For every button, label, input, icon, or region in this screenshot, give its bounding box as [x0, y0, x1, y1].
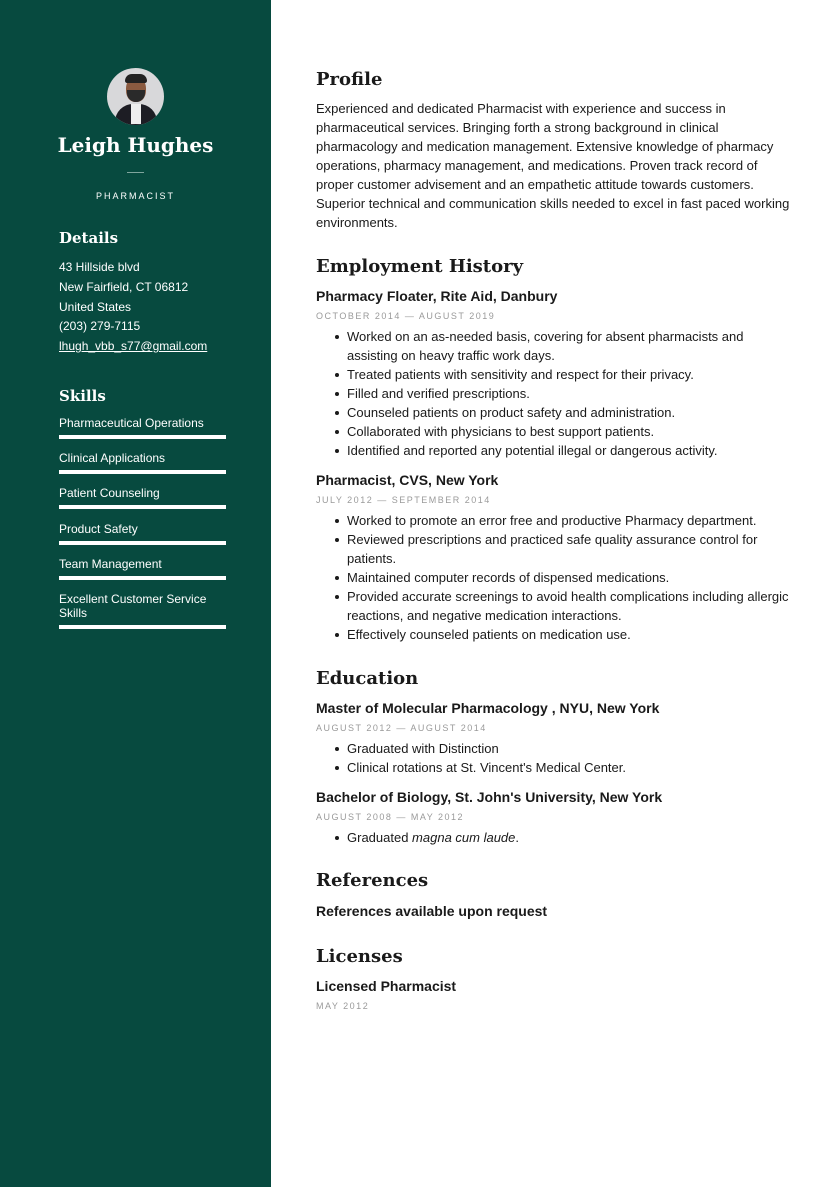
profile-heading: Profile [316, 69, 383, 90]
bullet-emphasis: magna cum laude [412, 830, 516, 845]
bullet: Filled and verified prescriptions. [347, 384, 792, 403]
skill-item [59, 486, 226, 521]
bullet-text: . [515, 830, 520, 845]
skill-label: Product Safety [59, 521, 138, 536]
bullet: Maintained computer records of dispensed medications. [347, 568, 792, 587]
bullet: Effectively counseled patients on medication use. [347, 625, 792, 644]
skill-level-bar [59, 470, 226, 474]
skill-level-bar [59, 435, 226, 439]
candidate-name: Leigh Hughes [57, 133, 214, 157]
degree-title: Bachelor of Biology, St. John's University, New York [316, 789, 663, 805]
bullet: Collaborated with physicians to best support patients. [347, 422, 792, 441]
skill-label: Team Management [59, 556, 162, 571]
references-text: References available upon request [316, 903, 548, 919]
job-bullets [347, 327, 792, 460]
profile-text: Experienced and dedicated Pharmacist with experience and success in pharmaceutical services. Bringing forth a strong background in clinical pharmacology and medication management. Extensive knowledge of pharmacy operations, pharmacy management, and medications. Proven track record of proper customer advisement and an empathetic attitude towards customers. Superior technical and communication skills needed to excel in fast paced working environments. [316, 101, 790, 230]
phone: (203) 279-7115 [59, 319, 141, 334]
skill-item [59, 592, 226, 627]
licenses-heading: Licenses [316, 946, 403, 967]
skills-list [59, 416, 226, 627]
skill-label: Excellent Customer Service Skills [59, 591, 207, 620]
license-dates: MAY 2012 [316, 1001, 370, 1011]
details-list [59, 258, 207, 357]
job-title: Pharmacist, CVS, New York [316, 472, 499, 488]
bullet: Reviewed prescriptions and practiced safe quality assurance control for patients. [347, 530, 792, 568]
bullet: Clinical rotations at St. Vincent's Medical Center. [347, 758, 792, 777]
details-heading: Details [59, 229, 119, 247]
skill-label: Clinical Applications [59, 451, 166, 466]
job-role: PHARMACIST [95, 191, 175, 201]
employment-heading: Employment History [316, 256, 524, 277]
references-heading: References [316, 870, 429, 891]
skill-level-bar [59, 541, 226, 545]
address-line-1: 43 Hillside blvd [59, 260, 140, 274]
degree-dates: AUGUST 2008 — MAY 2012 [316, 812, 465, 822]
skill-level-bar [59, 505, 226, 509]
degree-bullets [347, 828, 792, 847]
skill-label: Patient Counseling [59, 486, 160, 501]
bullet: Treated patients with sensitivity and respect for their privacy. [347, 365, 792, 384]
divider [127, 172, 144, 173]
bullet: Graduated with Distinction [347, 739, 792, 758]
skill-item [59, 416, 226, 451]
degree-dates: AUGUST 2012 — AUGUST 2014 [316, 723, 487, 733]
education-heading: Education [316, 668, 419, 689]
skill-label: Pharmaceutical Operations [59, 416, 204, 430]
address-line-2: New Fairfield, CT 06812 [59, 279, 189, 294]
skill-level-bar [59, 625, 226, 629]
skill-item [59, 557, 226, 592]
country: United States [59, 299, 132, 314]
avatar [107, 68, 164, 125]
skill-level-bar [59, 576, 226, 580]
job-dates: JULY 2012 — SEPTEMBER 2014 [316, 495, 491, 505]
bullet: Worked to promote an error free and productive Pharmacy department. [347, 511, 792, 530]
degree-title: Master of Molecular Pharmacology , NYU, New York [316, 700, 660, 716]
bullet: Provided accurate screenings to avoid health complications including allergic reactions, and negative medication interactions. [347, 587, 792, 625]
job-title: Pharmacy Floater, Rite Aid, Danbury [316, 288, 558, 304]
skill-item [59, 522, 226, 557]
job-dates: OCTOBER 2014 — AUGUST 2019 [316, 311, 496, 321]
degree-bullets [347, 739, 792, 777]
skills-heading: Skills [59, 387, 106, 405]
bullet: Identified and reported any potential illegal or dangerous activity. [347, 441, 792, 460]
email-link[interactable]: lhugh_vbb_s77@gmail.com [59, 339, 208, 354]
bullet: Worked on an as-needed basis, covering for absent pharmacists and assisting on heavy traffic work days. [347, 327, 792, 365]
bullet [347, 828, 792, 847]
license-title: Licensed Pharmacist [316, 978, 457, 994]
bullet: Counseled patients on product safety and administration. [347, 403, 792, 422]
skill-item [59, 451, 226, 486]
bullet-text: Graduated [347, 830, 413, 845]
sidebar [0, 0, 271, 1187]
job-bullets [347, 511, 792, 644]
